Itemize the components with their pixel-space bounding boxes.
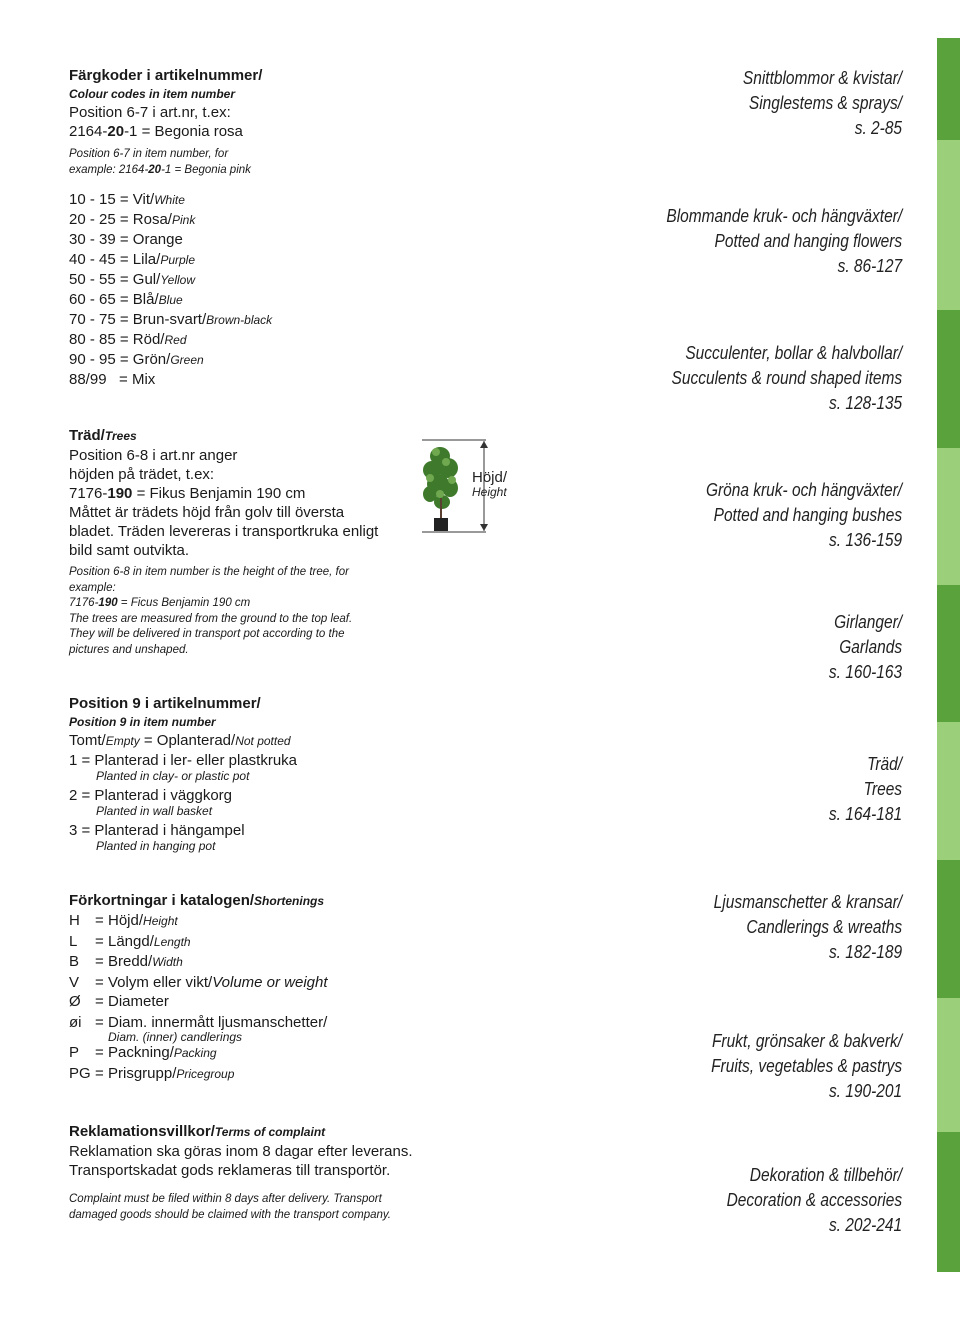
abbreviation-key: L <box>69 932 78 950</box>
complaint-title: Reklamationsvillkor/Terms of complaint <box>69 1123 326 1140</box>
chapter-tab[interactable] <box>937 310 960 448</box>
complaint-section <box>69 1122 549 1223</box>
colour-code: 20 - 25 = Rosa/ <box>69 211 172 228</box>
equals-sign: = <box>95 912 104 929</box>
colour-code-en: White <box>154 193 185 207</box>
colour-code-row <box>69 270 549 290</box>
colour-code-row <box>69 310 549 330</box>
abbreviation-en: Volume or weight <box>212 973 328 991</box>
equals-sign: = <box>95 973 104 991</box>
colour-code-list <box>69 190 549 390</box>
colour-code-row <box>69 350 549 370</box>
trees-note4: The trees are measured from the ground to the top leaf. <box>69 612 353 625</box>
trees-note2: example: <box>69 581 116 594</box>
left-column <box>69 66 549 1223</box>
position9-item-en: Planted in wall basket <box>96 804 213 818</box>
toc-entry[interactable] <box>829 752 902 827</box>
colour-codes-subtitle: Colour codes in item number <box>69 87 236 101</box>
trees-note3: 7176-190 = Ficus Benjamin 190 cm <box>69 597 251 609</box>
colour-code-row <box>69 370 549 390</box>
chapter-tab[interactable] <box>937 1132 960 1272</box>
toc-l2: Potted and hanging flowers <box>714 231 902 251</box>
toc-entry[interactable] <box>829 610 902 685</box>
abbreviation-sv: Diam. innermått ljusmanschetter/ <box>108 1013 328 1031</box>
colour-codes-section <box>69 66 549 390</box>
toc-l2: Garlands <box>839 637 902 657</box>
abbreviation-en: Height <box>143 914 178 928</box>
abbreviation-sv: Längd/ <box>108 932 154 950</box>
toc-l1: Blommande kruk- och hängväxter/ <box>666 206 902 226</box>
abbreviation-sv: Prisgrupp/ <box>108 1064 177 1082</box>
abbreviation-key: PG <box>69 1064 91 1082</box>
colour-codes-title: Färgkoder i artikelnummer/ <box>69 67 263 84</box>
equals-sign: = <box>95 932 104 950</box>
complaint-line2: Transportskadat gods reklameras till transportör. <box>69 1162 391 1179</box>
toc-l3: s. 202-241 <box>828 1215 902 1235</box>
abbreviation-en: Length <box>153 934 191 949</box>
toc-l2: Trees <box>863 779 902 799</box>
toc-entry[interactable] <box>714 890 902 965</box>
abbreviation-sv: Packning/ <box>108 1044 174 1061</box>
trees-note6: pictures and unshaped. <box>69 643 189 656</box>
toc-l2: Singlestems & sprays/ <box>748 93 902 113</box>
colour-code-en: Pink <box>171 213 196 227</box>
colour-code: 90 - 95 = Grön/ <box>69 351 171 368</box>
abbreviation-sv: Diameter <box>108 993 169 1010</box>
abbreviation-key: H <box>69 912 80 929</box>
abbreviation-key: Ø <box>69 993 81 1010</box>
position9-item-en: Planted in hanging pot <box>96 839 216 853</box>
colour-codes-note-line2: example: 2164-20-1 = Begonia pink <box>69 163 251 176</box>
abbreviation-en: Width <box>152 955 183 969</box>
abbreviation-row <box>69 973 549 993</box>
toc-entry[interactable] <box>726 1163 902 1238</box>
abbreviations-title: Förkortningar i katalogen/Shortenings <box>69 892 325 909</box>
toc-l2: Succulents & round shaped items <box>671 368 902 388</box>
toc-l3: s. 2-85 <box>854 118 902 138</box>
abbreviation-value <box>108 911 178 932</box>
toc-l3: s. 86-127 <box>837 256 902 276</box>
toc-entry[interactable] <box>711 1029 902 1104</box>
abbreviation-en: Pricegroup <box>176 1066 235 1081</box>
trees-line3: 7176-190 = Fikus Benjamin 190 cm <box>69 485 306 502</box>
toc-l3: s. 136-159 <box>828 530 902 550</box>
toc-l2: Fruits, vegetables & pastrys <box>710 1056 902 1076</box>
chapter-tab[interactable] <box>937 448 960 585</box>
toc-l2: Candlerings & wreaths <box>746 917 902 937</box>
position9-subtitle: Position 9 in item number <box>69 715 216 729</box>
equals-sign: = <box>95 1064 104 1082</box>
chapter-tab[interactable] <box>937 860 960 998</box>
position9-item: 3 = Planterad i hängampel <box>69 822 245 839</box>
trees-line5: bladet. Träden levereras i transportkruka enligt <box>69 523 379 540</box>
abbreviation-value <box>108 1064 234 1085</box>
colour-code-en: Green <box>170 353 204 367</box>
colour-codes-line1: Position 6-7 i art.nr, t.ex: <box>69 104 231 121</box>
position9-section <box>69 694 549 853</box>
toc-entry[interactable] <box>743 66 902 141</box>
abbreviation-en: Packing <box>173 1046 217 1060</box>
abbreviation-key: P <box>69 1044 80 1061</box>
equals-sign: = <box>95 1013 104 1031</box>
equals-sign: = <box>95 953 104 970</box>
toc-l1: Succulenter, bollar & halvbollar/ <box>685 343 902 363</box>
position9-empty-line: Tomt/Empty = Oplanterad/Not potted <box>69 732 291 749</box>
colour-codes-note-line1: Position 6-7 in item number, for <box>69 148 229 160</box>
abbreviation-value <box>108 992 169 1013</box>
abbreviation-row <box>69 911 549 932</box>
toc-l3: s. 164-181 <box>828 804 902 824</box>
position9-list <box>69 751 549 853</box>
abbreviation-row <box>69 932 549 953</box>
chapter-tab[interactable] <box>937 722 960 860</box>
colour-code: 60 - 65 = Blå/ <box>69 291 159 308</box>
colour-code-row <box>69 290 549 310</box>
complaint-note2: damaged goods should be claimed with the transport company. <box>69 1208 391 1221</box>
abbreviation-key: øi <box>69 1013 82 1031</box>
toc-l1: Snittblommor & kvistar/ <box>742 68 902 88</box>
toc-l1: Girlanger/ <box>834 612 902 632</box>
colour-code-row <box>69 210 549 230</box>
abbreviations-section <box>69 891 549 1084</box>
colour-code-row <box>69 250 549 270</box>
colour-code: 80 - 85 = Röd/ <box>69 331 165 348</box>
abbreviation-row <box>69 1043 549 1064</box>
trees-line4: Måttet är trädets höjd från golv till översta <box>69 504 345 521</box>
equals-sign: = <box>95 1044 104 1061</box>
trees-title: Träd/Trees <box>69 427 137 444</box>
trees-line2: höjden på trädet, t.ex: <box>69 466 215 483</box>
abbreviation-row <box>69 992 549 1013</box>
complaint-note1: Complaint must be filed within 8 days after delivery. Transport <box>69 1193 382 1205</box>
abbreviation-value <box>108 973 328 993</box>
chapter-tab[interactable] <box>937 140 960 310</box>
toc-entry[interactable] <box>706 478 902 553</box>
toc-l3: s. 160-163 <box>828 662 902 682</box>
abbreviation-note: Diam. (inner) candlerings <box>108 1030 243 1044</box>
toc-entry[interactable] <box>671 341 902 416</box>
colour-code-en: Purple <box>160 253 195 267</box>
colour-codes-example: 2164-20-1 = Begonia rosa <box>69 123 243 140</box>
abbreviation-row <box>69 952 549 973</box>
tree-height-figure <box>420 438 530 538</box>
colour-code: 70 - 75 = Brun-svart/ <box>69 311 207 328</box>
colour-code-row <box>69 330 549 350</box>
position9-title: Position 9 i artikelnummer/ <box>69 695 261 712</box>
abbreviation-value <box>108 952 183 973</box>
abbreviation-key: V <box>69 973 80 991</box>
chapter-tab[interactable] <box>937 585 960 722</box>
abbreviation-row <box>69 1064 549 1085</box>
toc-l2: Potted and hanging bushes <box>713 505 902 525</box>
abbreviation-sv: Höjd/ <box>108 912 144 929</box>
abbreviations-list <box>69 911 549 1084</box>
toc-l2: Decoration & accessories <box>726 1190 902 1210</box>
chapter-tab[interactable] <box>937 38 960 140</box>
height-label: Höjd/ Height <box>472 469 508 499</box>
abbreviation-sv: Volym eller vikt/ <box>108 973 213 991</box>
position9-item: 1 = Planterad i ler- eller plastkruka <box>69 752 298 769</box>
abbreviation-sv: Bredd/ <box>108 953 153 970</box>
colour-code-row <box>69 190 549 210</box>
colour-code: 40 - 45 = Lila/ <box>69 251 161 268</box>
trees-line1: Position 6-8 i art.nr anger <box>69 447 238 464</box>
trees-note1: Position 6-8 in item number is the height of the tree, for <box>69 566 349 578</box>
colour-code-en: Red <box>164 333 187 347</box>
trees-note5: They will be delivered in transport pot according to the <box>69 628 345 640</box>
colour-code-en: Blue <box>158 293 183 307</box>
abbreviation-value <box>108 932 191 953</box>
toc-l3: s. 182-189 <box>828 942 902 962</box>
toc-entry[interactable] <box>666 204 902 279</box>
colour-code-row <box>69 230 549 250</box>
chapter-tab[interactable] <box>937 998 960 1132</box>
complaint-line1: Reklamation ska göras inom 8 dagar efter leverans. <box>69 1143 413 1160</box>
toc-l3: s. 190-201 <box>828 1081 902 1101</box>
toc-l1: Frukt, grönsaker & bakverk/ <box>711 1031 902 1051</box>
colour-code: 30 - 39 = Orange <box>69 231 183 248</box>
trees-line6: bild samt outvikta. <box>69 542 190 559</box>
toc-l3: s. 128-135 <box>828 393 902 413</box>
toc-l1: Dekoration & tillbehör/ <box>749 1165 902 1185</box>
equals-sign: = <box>95 993 104 1010</box>
toc-l1: Träd/ <box>867 754 902 774</box>
toc-l1: Ljusmanschetter & kransar/ <box>713 892 902 912</box>
colour-code-en: Brown-black <box>206 313 273 327</box>
colour-code: 50 - 55 = Gul/ <box>69 271 161 288</box>
abbreviation-key: B <box>69 953 80 970</box>
position9-item-en: Planted in clay- or plastic pot <box>96 769 250 783</box>
position9-item: 2 = Planterad i väggkorg <box>69 787 233 804</box>
colour-code: 10 - 15 = Vit/ <box>69 191 155 208</box>
toc-l1: Gröna kruk- och hängväxter/ <box>705 480 902 500</box>
abbreviation-value <box>108 1043 217 1064</box>
colour-code: 88/99 = Mix <box>69 371 156 388</box>
colour-code-en: Yellow <box>160 273 195 287</box>
